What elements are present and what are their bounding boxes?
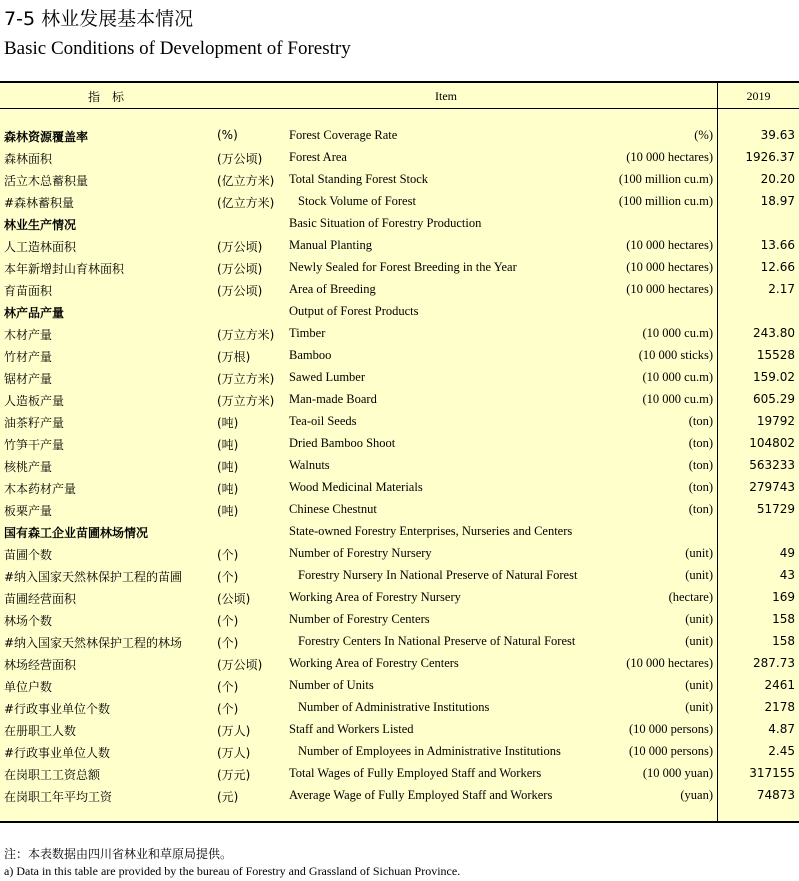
table-row [0,323,799,345]
table-row [0,455,799,477]
row-unit-cn: (吨) [217,504,239,518]
row-item-en: Number of Forestry Centers [289,612,430,626]
row-value: 43 [779,568,795,582]
table-header [0,83,799,109]
row-unit-cn: (吨) [217,482,239,496]
row-unit-en: (10 000 hectares) [626,282,713,296]
row-unit-cn: (吨) [217,438,239,452]
row-indicator-cn: 国有森工企业苗圃林场情况 [4,526,149,540]
row-indicator-cn: 竹材产量 [4,350,53,364]
table-row [0,125,799,147]
row-value: 74873 [756,788,795,802]
row-value: 243.80 [753,326,795,340]
table-row [0,411,799,433]
table-row [0,719,799,741]
row-unit-en: (ton) [688,458,713,472]
row-value: 158 [772,634,795,648]
row-item-en: Working Area of Forestry Centers [289,656,459,670]
row-unit-cn: (公顷) [217,592,251,606]
row-value: 19792 [756,414,795,428]
row-item-en: Number of Forestry Nursery [289,546,432,560]
row-indicator-cn: 苗圃个数 [4,548,53,562]
row-unit-en: (unit) [685,612,713,626]
row-item-en: Average Wage of Fully Employed Staff and Workers [289,788,553,802]
row-unit-en: (hectare) [668,590,713,604]
row-unit-cn: (万公顷) [217,284,263,298]
row-unit-en: (unit) [685,546,713,560]
footnote-cn: 注：本表数据由四川省林业和草原局提供。 [4,847,233,861]
row-item-en: Output of Forest Products [289,304,419,318]
row-unit-cn: (万公顷) [217,240,263,254]
row-unit-en: (unit) [685,678,713,692]
row-unit-cn: (万公顷) [217,152,263,166]
row-unit-en: (10 000 hectares) [626,238,713,252]
row-indicator-cn: 在岗职工年平均工资 [4,790,113,804]
row-indicator-cn: 本年新增封山育林面积 [4,262,125,276]
row-item-en: State-owned Forestry Enterprises, Nurseries and Centers [289,524,573,538]
row-item-en: Chinese Chestnut [289,502,377,516]
row-indicator-cn: 油茶籽产量 [4,416,65,430]
row-unit-en: (unit) [685,700,713,714]
row-unit-en: (ton) [688,480,713,494]
row-item-en: Number of Employees in Administrative Institutions [298,744,561,758]
row-value: 51729 [756,502,795,516]
table-row [0,631,799,653]
row-unit-cn: (万立方米) [217,328,275,342]
row-item-en: Total Standing Forest Stock [289,172,429,186]
row-indicator-cn: #行政事业单位个数 [4,702,111,716]
row-item-en: Staff and Workers Listed [289,722,414,736]
table-title-cn: 7-5 林业发展基本情况 [4,8,194,30]
table-row [0,433,799,455]
row-value: 563233 [749,458,795,472]
row-indicator-cn: 人工造林面积 [4,240,77,254]
row-unit-en: (10 000 hectares) [626,150,713,164]
row-indicator-cn: 森林资源覆盖率 [4,130,89,144]
table-row [0,499,799,521]
row-item-en: Wood Medicinal Materials [289,480,423,494]
table-row [0,367,799,389]
row-indicator-cn: 林产品产量 [4,306,65,320]
row-indicator-cn: #森林蓄积量 [4,196,75,210]
row-item-en: Forestry Nursery In National Preserve of Natural Forest [298,568,578,582]
row-unit-cn: (个) [217,614,239,628]
table-row [0,653,799,675]
table-row [0,763,799,785]
row-item-en: Working Area of Forestry Nursery [289,590,461,604]
row-unit-en: (10 000 hectares) [626,656,713,670]
row-unit-en: (10 000 cu.m) [642,392,713,406]
table-row [0,389,799,411]
table-row [0,675,799,697]
row-item-en: Walnuts [289,458,330,472]
row-value: 2178 [764,700,795,714]
row-unit-cn: (万公顷) [217,658,263,672]
row-value: 12.66 [760,260,795,274]
table-row [0,587,799,609]
row-unit-cn: (亿立方米) [217,174,275,188]
row-indicator-cn: 人造板产量 [4,394,65,408]
row-value: 20.20 [760,172,795,186]
row-indicator-cn: 锯材产量 [4,372,53,386]
row-item-en: Forest Area [289,150,347,164]
row-unit-en: (ton) [688,502,713,516]
row-unit-en: (100 million cu.m) [618,194,713,208]
row-indicator-cn: 核桃产量 [4,460,53,474]
row-value: 2.17 [768,282,795,296]
table-row [0,279,799,301]
row-unit-en: (10 000 persons) [628,722,713,736]
row-value: 2461 [764,678,795,692]
table-row [0,609,799,631]
row-unit-en: (unit) [685,634,713,648]
row-indicator-cn: 苗圃经营面积 [4,592,77,606]
table-row [0,521,799,543]
row-unit-en: (10 000 cu.m) [642,370,713,384]
row-unit-cn: (%) [217,128,238,142]
row-value: 317155 [749,766,795,780]
row-item-en: Tea-oil Seeds [289,414,357,428]
row-indicator-cn: 活立木总蓄积量 [4,174,89,188]
row-unit-cn: (个) [217,702,239,716]
row-value: 49 [779,546,795,560]
table-row [0,477,799,499]
row-value: 13.66 [760,238,795,252]
table-row [0,147,799,169]
row-unit-cn: (亿立方米) [217,196,275,210]
row-value: 605.29 [753,392,795,406]
table-row [0,543,799,565]
row-unit-cn: (万公顷) [217,262,263,276]
row-unit-en: (ton) [688,414,713,428]
row-item-en: Sawed Lumber [289,370,366,384]
row-unit-cn: (个) [217,570,239,584]
row-indicator-cn: 林场经营面积 [4,658,77,672]
table-row [0,741,799,763]
row-indicator-cn: 林业生产情况 [4,218,77,232]
row-unit-en: (100 million cu.m) [618,172,713,186]
row-item-en: Area of Breeding [289,282,376,296]
row-indicator-cn: 森林面积 [4,152,53,166]
table-row [0,257,799,279]
row-value: 15528 [756,348,795,362]
row-indicator-cn: 在岗职工工资总额 [4,768,101,782]
table-title-en: Basic Conditions of Development of Forestry [4,38,351,59]
row-item-en: Number of Administrative Institutions [298,700,490,714]
row-value: 287.73 [753,656,795,670]
row-item-en: Forestry Centers In National Preserve of Natural Forest [298,634,576,648]
row-item-en: Dried Bamboo Shoot [289,436,396,450]
row-value: 2.45 [768,744,795,758]
row-value: 4.87 [768,722,795,736]
row-indicator-cn: #纳入国家天然林保护工程的林场 [4,636,183,650]
table-row [0,191,799,213]
row-indicator-cn: 木本药材产量 [4,482,77,496]
row-value: 1926.37 [745,150,795,164]
row-value: 39.63 [760,128,795,142]
row-unit-cn: (吨) [217,460,239,474]
row-unit-en: (10 000 cu.m) [642,326,713,340]
row-item-en: Man-made Board [289,392,377,406]
row-unit-cn: (万人) [217,724,251,738]
data-table [0,81,799,823]
row-unit-en: (10 000 yuan) [642,766,713,780]
row-indicator-cn: #行政事业单位人数 [4,746,111,760]
row-indicator-cn: 在册职工人数 [4,724,77,738]
row-indicator-cn: #纳入国家天然林保护工程的苗圃 [4,570,183,584]
header-indicator: 指 标 [88,90,125,104]
row-unit-cn: (个) [217,636,239,650]
row-unit-cn: (吨) [217,416,239,430]
table-row [0,785,799,807]
row-unit-cn: (万元) [217,768,251,782]
row-value: 159.02 [753,370,795,384]
row-unit-cn: (个) [217,680,239,694]
row-indicator-cn: 板栗产量 [4,504,53,518]
row-item-en: Timber [289,326,326,340]
row-item-en: Basic Situation of Forestry Production [289,216,482,230]
footnote-en: a) Data in this table are provided by the bureau of Forestry and Grassland of Sichuan Province. [4,864,461,878]
row-unit-cn: (万人) [217,746,251,760]
table-row [0,213,799,235]
row-value: 158 [772,612,795,626]
row-unit-en: (unit) [685,568,713,582]
table-row [0,169,799,191]
row-item-en: Bamboo [289,348,332,362]
row-indicator-cn: 竹笋干产量 [4,438,65,452]
row-indicator-cn: 育苗面积 [4,284,53,298]
table-row [0,301,799,323]
table-body [0,125,799,807]
table-row [0,697,799,719]
row-unit-cn: (元) [217,790,239,804]
row-item-en: Number of Units [289,678,374,692]
row-item-en: Forest Coverage Rate [289,128,398,142]
row-indicator-cn: 单位户数 [4,680,53,694]
row-item-en: Manual Planting [289,238,372,252]
row-value: 104802 [749,436,795,450]
row-indicator-cn: 林场个数 [4,614,53,628]
row-item-en: Stock Volume of Forest [298,194,416,208]
table-row [0,345,799,367]
row-indicator-cn: 木材产量 [4,328,53,342]
header-item: Item [435,89,457,103]
row-item-en: Total Wages of Fully Employed Staff and Workers [289,766,542,780]
header-year: 2019 [746,89,771,103]
row-unit-en: (%) [694,128,713,142]
row-value: 279743 [749,480,795,494]
row-unit-cn: (万立方米) [217,394,275,408]
row-unit-cn: (个) [217,548,239,562]
row-unit-en: (10 000 persons) [628,744,713,758]
row-unit-en: (10 000 sticks) [638,348,713,362]
row-value: 18.97 [760,194,795,208]
row-item-en: Newly Sealed for Forest Breeding in the Year [289,260,517,274]
table-row [0,565,799,587]
row-unit-en: (ton) [688,436,713,450]
row-unit-en: (10 000 hectares) [626,260,713,274]
table-row [0,235,799,257]
row-unit-en: (yuan) [680,788,713,802]
row-unit-cn: (万立方米) [217,372,275,386]
row-unit-cn: (万根) [217,350,251,364]
row-value: 169 [772,590,795,604]
